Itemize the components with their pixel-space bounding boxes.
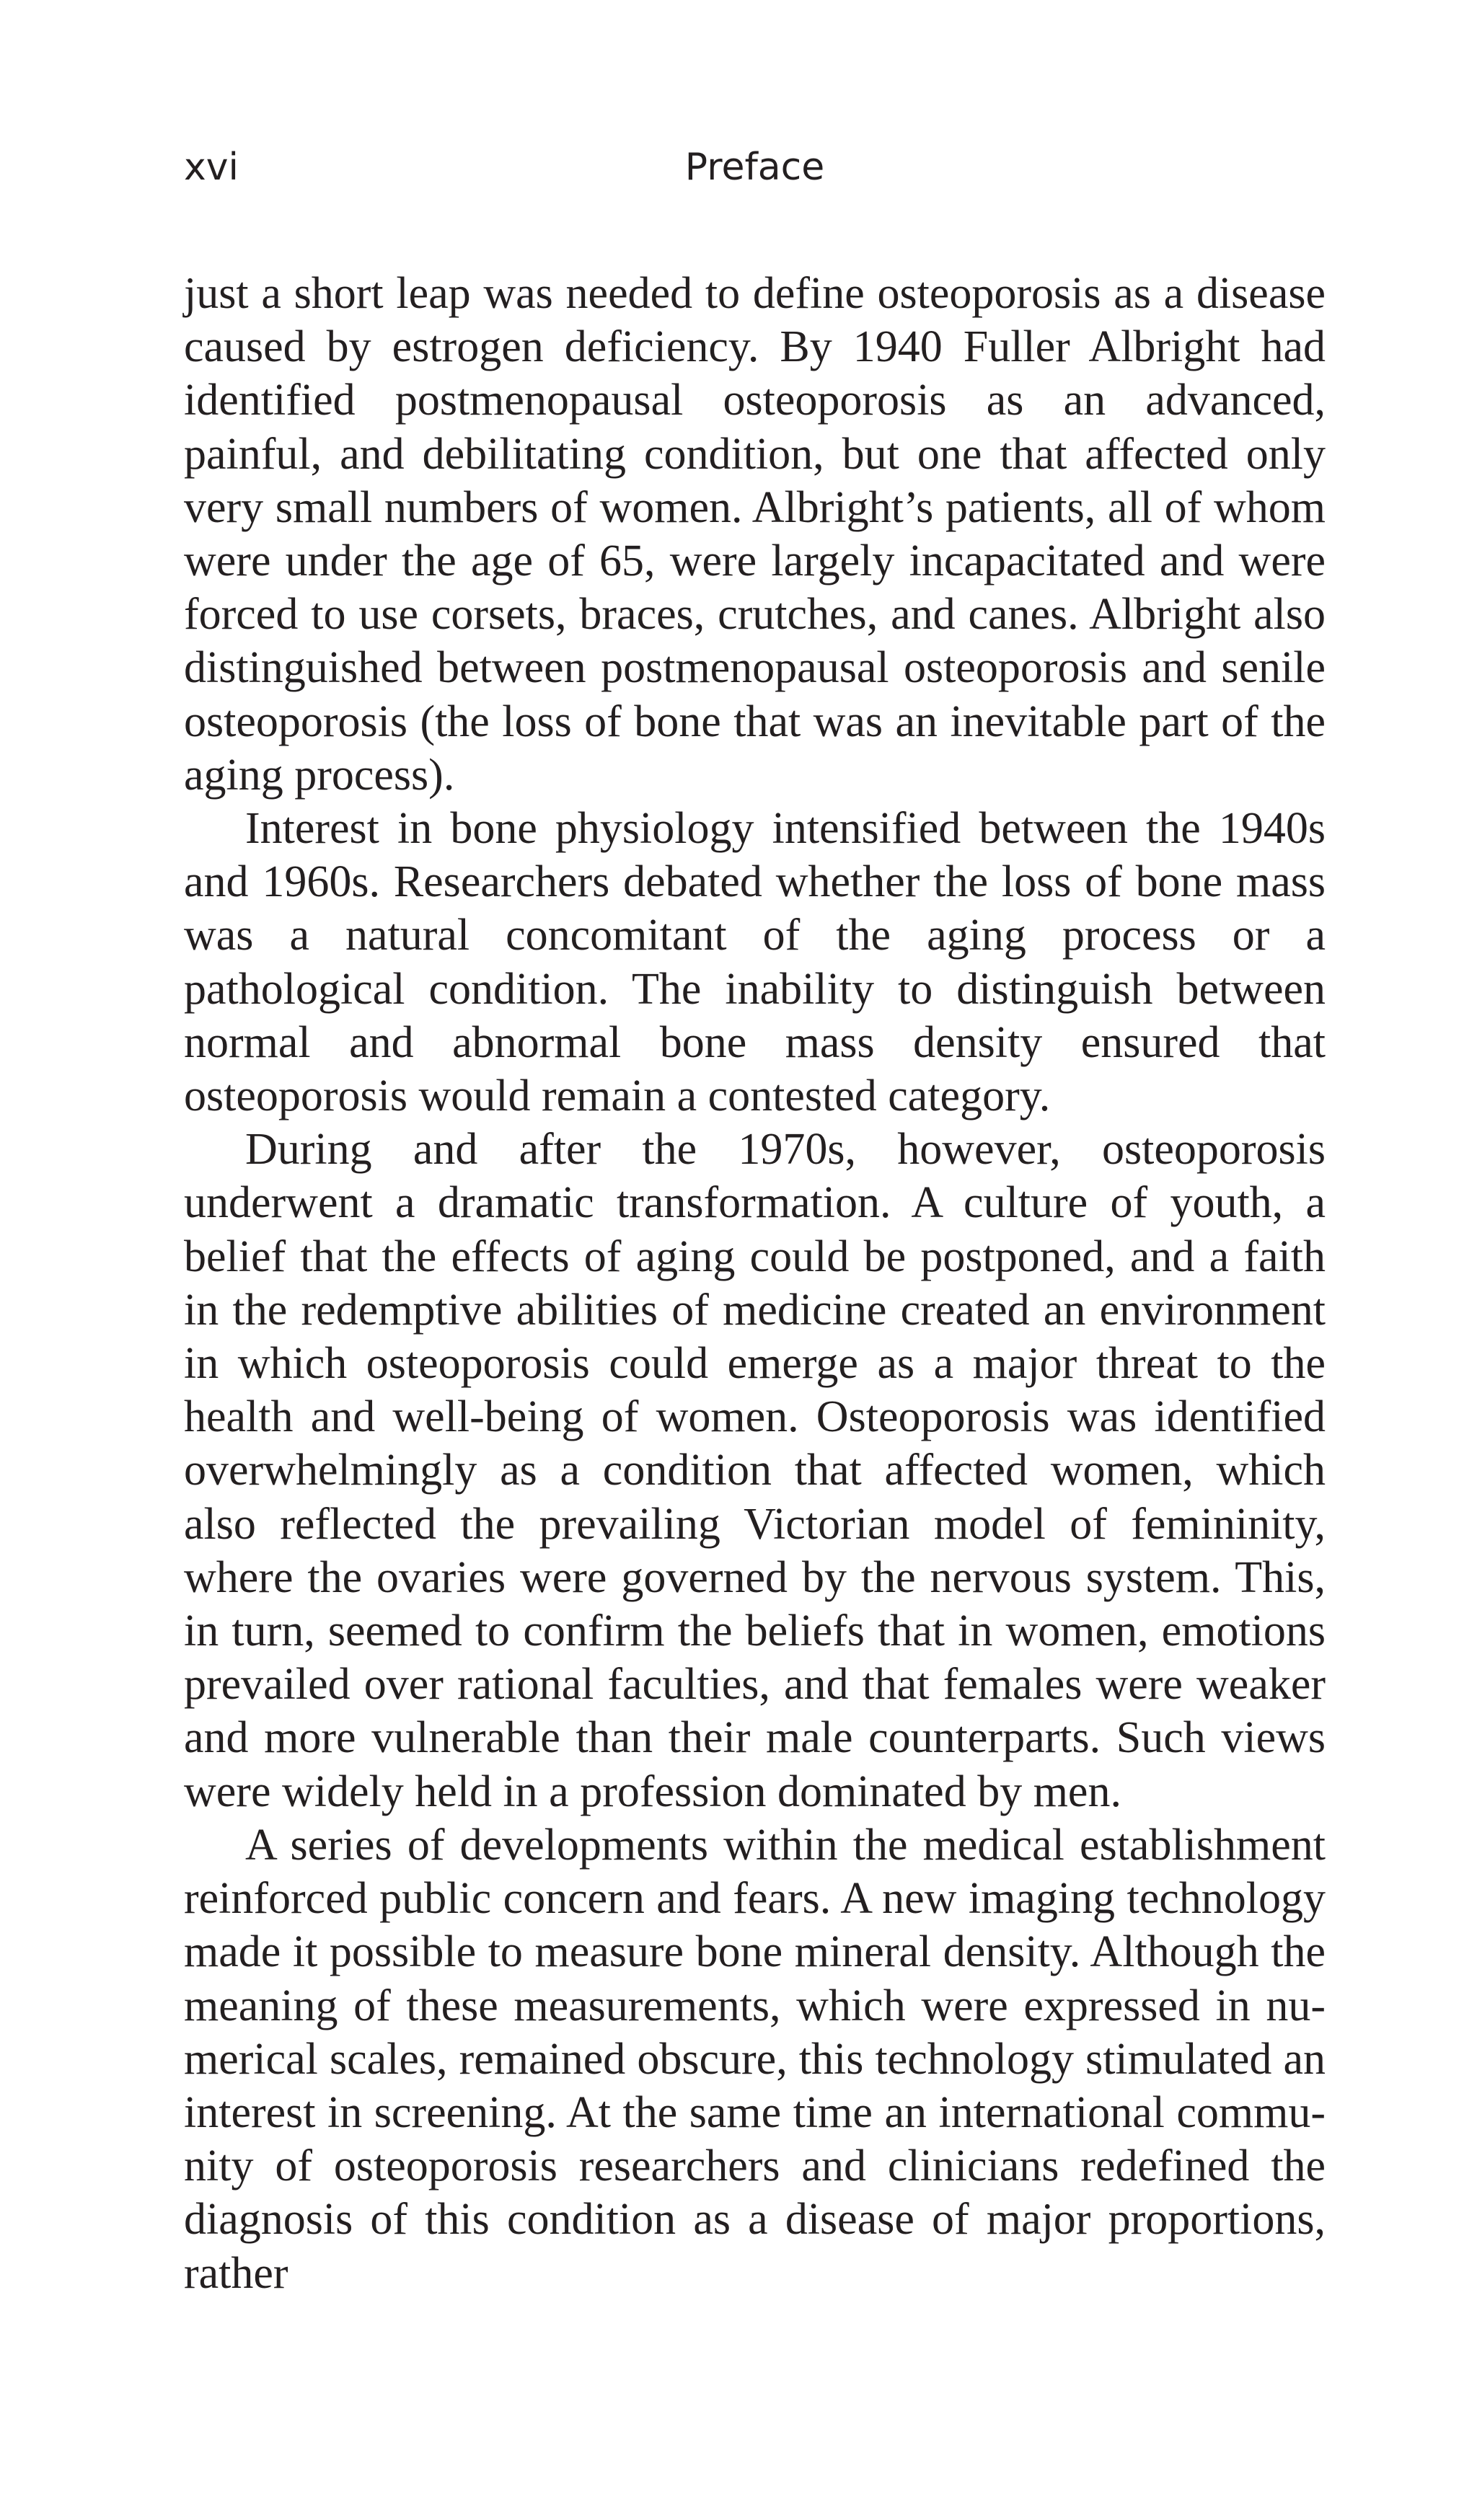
page-number: xvi <box>184 146 239 189</box>
paragraph-medical-developments: A series of developments within the medical establishment reinforced public concern and fears. A new imaging technology made it possible to measure bone mineral density. Although the meaning of these measurements, which were expressed in numerical scales, remained obscure, this technology stimulated an interest in screening. At the same time an international community of osteoporosis researchers and clinicians redefined the diagnosis of this condition as a disease of major proportions, rather <box>184 1820 1326 2298</box>
paragraph-continued: just a short leap was needed to define osteoporosis as a disease caused by estrogen deficiency. By 1940 Fuller Albright had identified postmenopausal osteoporosis as an advanced, painful, and debilitating condition, but one that affected only very small numbers of women. Albright’s patients, all of whom were under the age of 65, were largely incapacitated and were forced to use corsets, braces, crutches, and canes. Albright also distinguished between postmenopausal osteoporosis and senile osteoporosis (the loss of bone that was an inevitable part of the aging process). <box>184 269 1326 800</box>
body-text <box>184 267 1326 2300</box>
paragraph-bone-physiology: Interest in bone physiology intensified between the 1940s and 1960s. Researchers debated whether the loss of bone mass was a natural concomitant of the aging process or a pathological condition. The inability to distinguish between normal and abnormal bone mass density ensured that osteoporosis would remain a contested category. <box>184 804 1326 1121</box>
running-head <box>184 138 1326 196</box>
running-title: Preface <box>684 146 825 189</box>
paragraph-1970s-transformation: During and after the 1970s, however, osteoporosis underwent a dramatic transformation. A culture of youth, a belief that the effects of aging could be postponed, and a faith in the redemptive abilities of medicine created an environment in which osteoporosis could emerge as a major threat to the health and well-being of women. Osteoporosis was identified overwhelmingly as a condition that affected women, which also reflected the prevailing Victorian model of femininity, where the ovaries were governed by the nervous system. This, in turn, seemed to confirm the beliefs that in women, emotions prevailed over rational faculties, and that females were weaker and more vulnerable than their male counterparts. Such views were widely held in a profession dominated by men. <box>184 1125 1326 1816</box>
